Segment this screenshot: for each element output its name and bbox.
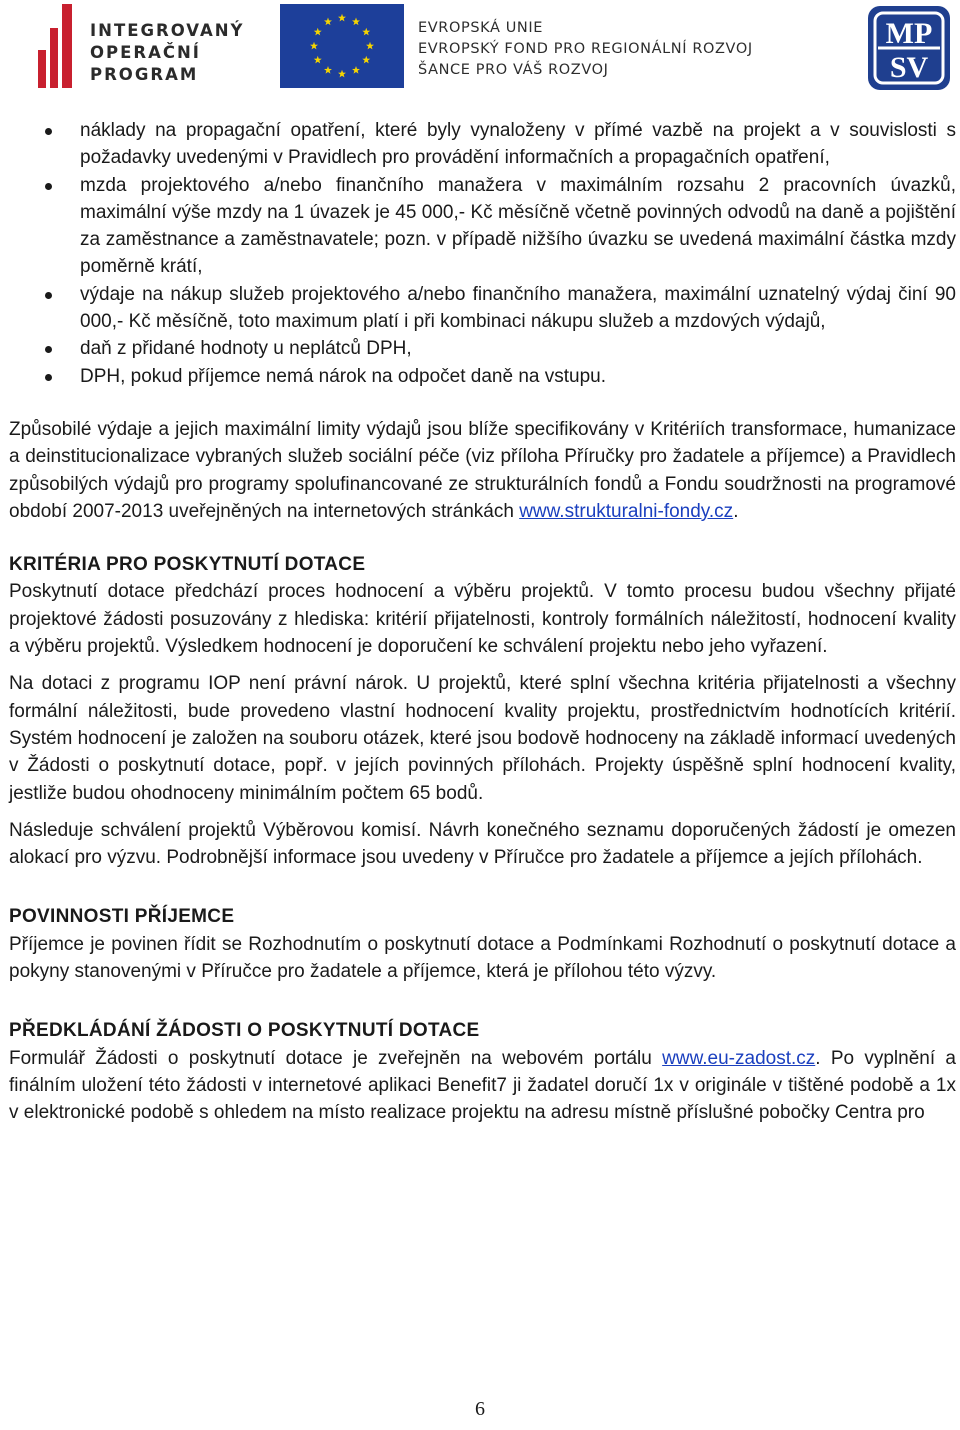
criteria-paragraph: Následuje schválení projektů Výběrovou komisí. Návrh konečného seznamu doporučených žádostí je omezen alokací pro výzvu. Podrobnější informace jsou uvedeny v Příručce pro žadatele a příjemce a jejích přílohách. — [9, 819, 956, 869]
list-item: daň z přidané hodnoty u neplátců DPH, — [9, 335, 956, 362]
iop-logo — [38, 4, 268, 90]
obligations-paragraph: Příjemce je povinen řídit se Rozhodnutím o poskytnutí dotace a Podmínkami Rozhodnutí o poskytnutí dotace a pokyny stanovenými v Příručce pro žadatele a příjemce, která je přílohou této výzvy. — [9, 933, 956, 983]
iop-logo-line: PROGRAM — [90, 65, 199, 84]
document-body — [9, 117, 956, 1127]
eu-text-line: EVROPSKÝ FOND PRO REGIONÁLNÍ ROZVOJ — [418, 41, 753, 57]
iop-logo-line: INTEGROVANÝ — [90, 21, 245, 40]
strukturalni-fondy-link[interactable]: www.strukturalni-fondy.cz — [519, 500, 734, 522]
iop-logo-line: OPERAČNÍ — [90, 43, 201, 62]
criteria-paragraph: Na dotaci z programu IOP není právní nárok. U projektů, které splní všechna kritéria přijatelnosti a všechny formální náležitosti, bude provedeno vlastní hodnocení kvality projektu, prostřednictvím hodnotících kritérií. Systém hodnocení je založen na souboru otázek, které jsou bodově hodnoceny na základě informací uvedených v Žádosti o poskytnutí dotace, popř. v jejích povinných přílohách. Projekty úspěšně splní hodnocení kvality, jestliže budou ohodnoceny minimálním počtem 65 bodů. — [9, 673, 956, 804]
obligations-heading: POVINNOSTI PŘÍJEMCE — [9, 906, 235, 928]
page-header — [0, 0, 960, 100]
mpsv-logo-bottom: SV — [889, 51, 929, 84]
criteria-paragraph: Poskytnutí dotace předchází proces hodnocení a výběru projektů. V tomto procesu budou všechny přijaté projektové žádosti posuzovány z hlediska: kritérií přijatelnosti, kontroly formálních náležitostí, hodnocení kvality a výběru projektů. Výsledkem hodnocení je doporučení ke schválení projektu nebo jeho vyřazení. — [9, 581, 956, 658]
eligible-expenses-paragraph — [9, 416, 956, 525]
paragraph-text: . Po vyplnění a finálním uložení této žádosti v internetové aplikaci Benefit7 ji žadatel doručí 1x v originále v tištěné podobě a 1x v elektronické podobě s ohledem na místo realizace projektu na adresu místně příslušné pobočky Centra pro — [9, 1047, 956, 1124]
submission-heading: PŘEDKLÁDÁNÍ ŽÁDOSTI O POSKYTNUTÍ DOTACE — [9, 1020, 480, 1042]
eligible-expenses-list — [9, 117, 956, 390]
paragraph-tail: . — [733, 500, 739, 522]
mpsv-logo-top: MP — [885, 17, 933, 50]
eu-zadost-link[interactable]: www.eu-zadost.cz — [662, 1047, 816, 1069]
mpsv-logo — [866, 4, 952, 92]
iop-logo-text — [90, 20, 244, 86]
criteria-heading: KRITÉRIA PRO POSKYTNUTÍ DOTACE — [9, 554, 366, 576]
list-item: výdaje na nákup služeb projektového a/nebo finančního manažera, maximální uznatelný výdaj činí 90 000,- Kč měsíčně, toto maximum platí i při kombinaci nákupu služeb a mzdových výdajů, — [9, 281, 956, 336]
list-item: náklady na propagační opatření, které byly vynaloženy v přímé vazbě na projekt a v souvislosti s požadavky uvedenými v Pravidlech pro provádění informačních a propagačních opatření, — [9, 117, 956, 172]
eu-text-line: ŠANCE PRO VÁŠ ROZVOJ — [418, 62, 609, 78]
page-number: 6 — [475, 1398, 485, 1420]
list-item: DPH, pokud příjemce nemá nárok na odpočet daně na vstupu. — [9, 363, 956, 390]
paragraph-text: Formulář Žádosti o poskytnutí dotace je zveřejněn na webovém portálu — [9, 1047, 663, 1069]
eu-text-line: EVROPSKÁ UNIE — [418, 20, 543, 36]
eu-flag-icon — [280, 4, 404, 88]
list-item: mzda projektového a/nebo finančního manažera v maximálním rozsahu 2 pracovních úvazků, maximální výše mzdy na 1 úvazek je 45 000,- Kč měsíčně včetně povinných odvodů na daně a pojištění za zaměstnance a zaměstnavatele; pozn. v případě nižšího úvazku se uvedená maximální částka mzdy poměrně krátí, — [9, 172, 956, 281]
submission-paragraph — [9, 1045, 956, 1127]
paragraph-text: Způsobilé výdaje a jejich maximální limity výdajů jsou blíže specifikovány v Kritériích transformace, humanizace a deinstitucionalizace vybraných služeb sociální péče (viz příloha Příručky pro žadatele a příjemce) a Pravidlech způsobilých výdajů pro programy spolufinancované ze strukturálních fondů a Fondu soudržnosti na programové období 2007-2013 uveřejněných na internetových stránkách — [9, 418, 956, 522]
iop-logo-bars — [38, 4, 84, 90]
eu-text-block — [418, 18, 753, 81]
